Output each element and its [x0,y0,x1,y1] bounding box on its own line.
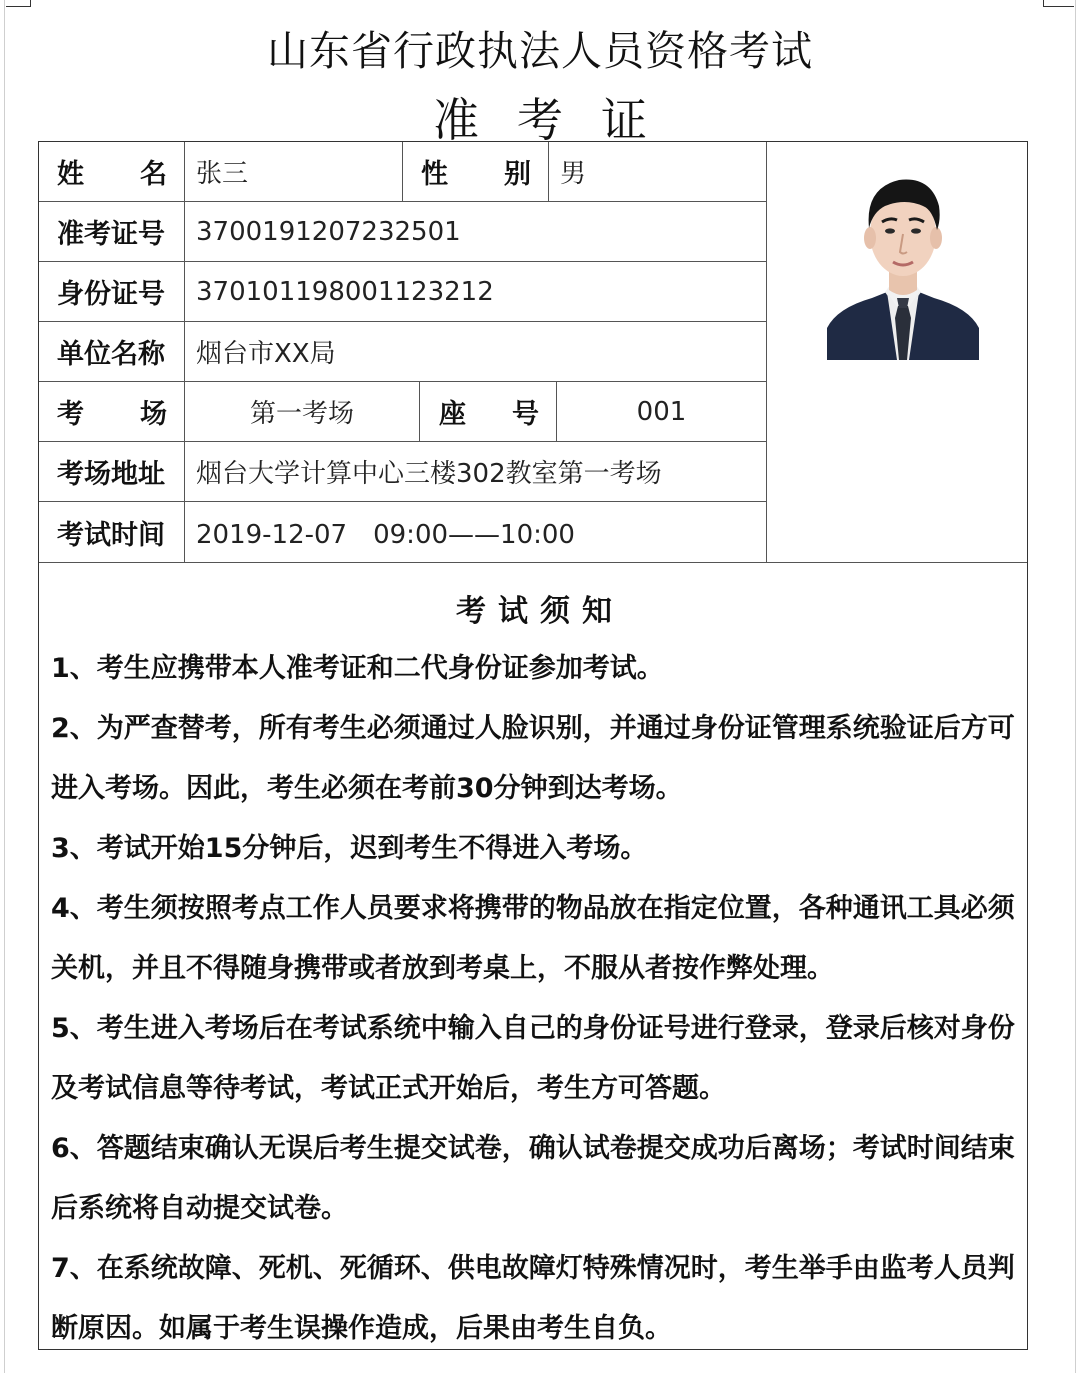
name-label [57,142,167,201]
exam-room-label [57,382,167,441]
gender-value-divider [548,142,549,201]
document-subtitle: 准考证 [433,93,685,147]
document-title: 山东省行政执法人员资格考试 [267,27,813,75]
id-number-label: 身份证号 [57,279,165,310]
name-label-char-1: 姓 [57,159,84,190]
gender-label [421,142,531,201]
seat-value: 001 [636,396,687,427]
seat-label-char-1: 座 [439,399,466,430]
seat-label-divider [419,381,420,441]
exam-time-value: 2019-12-07 09:00——10:00 [196,519,575,550]
name-label-char-2: 名 [140,159,167,190]
notice-item-7: 7、在系统故障、死机、死循环、供电故障灯特殊情况时，考生举手由监考人员判断原因。如属于考生误操作造成，后果由考生自负。 [51,1253,1015,1344]
gender-label-char-1: 性 [421,159,448,190]
exam-address-label: 考场地址 [57,459,165,490]
notice-item-3: 3、考试开始15分钟后，迟到考生不得进入考场。 [51,833,648,864]
candidate-photo-image [827,158,979,360]
organization-value: 烟台市XX局 [196,339,336,369]
gender-label-divider [402,142,403,201]
notice-item-2: 2、为严查替考，所有考生必须通过人脸识别，并通过身份证管理系统验证后方可进入考场。因此，考生必须在考前30分钟到达考场。 [51,713,1015,804]
name-value: 张三 [196,159,249,189]
exam-time-label: 考试时间 [57,519,165,551]
notice-item-6: 6、答题结束确认无误后考生提交试卷，确认试卷提交成功后离场；考试时间结束后系统将自动提交试卷。 [51,1133,1015,1224]
exam-address-value: 烟台大学计算中心三楼302教室第一考场 [196,459,662,489]
exam-room-label-char-1: 考 [57,399,84,430]
photo-column-divider [766,142,767,562]
candidate-photo [827,158,979,360]
crop-mark-top-left [6,0,31,7]
organization-label: 单位名称 [57,339,165,370]
page-edge-left [4,0,5,1373]
notice-item-1: 1、考生应携带本人准考证和二代身份证参加考试。 [51,653,664,684]
exam-room-label-char-2: 场 [140,399,167,430]
ticket-number-label: 准考证号 [57,219,165,250]
table-bottom-divider [39,562,1027,563]
crop-mark-top-right [1043,0,1074,7]
exam-room-value: 第一考场 [249,399,354,429]
seat-label [439,382,539,441]
page-edge-right [1075,0,1076,1373]
notice-item-4: 4、考生须按照考点工作人员要求将携带的物品放在指定位置，各种通讯工具必须关机，并且不得随身携带或者放到考桌上，不服从者按作弊处理。 [51,893,1015,984]
gender-value: 男 [560,159,587,189]
notice-title: 考试须知 [456,594,624,629]
ticket-number-value: 3700191207232501 [196,216,461,247]
admission-ticket-card [38,141,1028,1350]
label-column-divider [184,142,185,562]
notice-item-5: 5、考生进入考场后在考试系统中输入自己的身份证号进行登录，登录后核对身份及考试信息等待考试，考试正式开始后，考生方可答题。 [51,1013,1015,1104]
gender-label-char-2: 别 [504,159,531,190]
seat-label-char-2: 号 [512,399,539,430]
id-number-value: 370101198001123212 [196,276,494,307]
